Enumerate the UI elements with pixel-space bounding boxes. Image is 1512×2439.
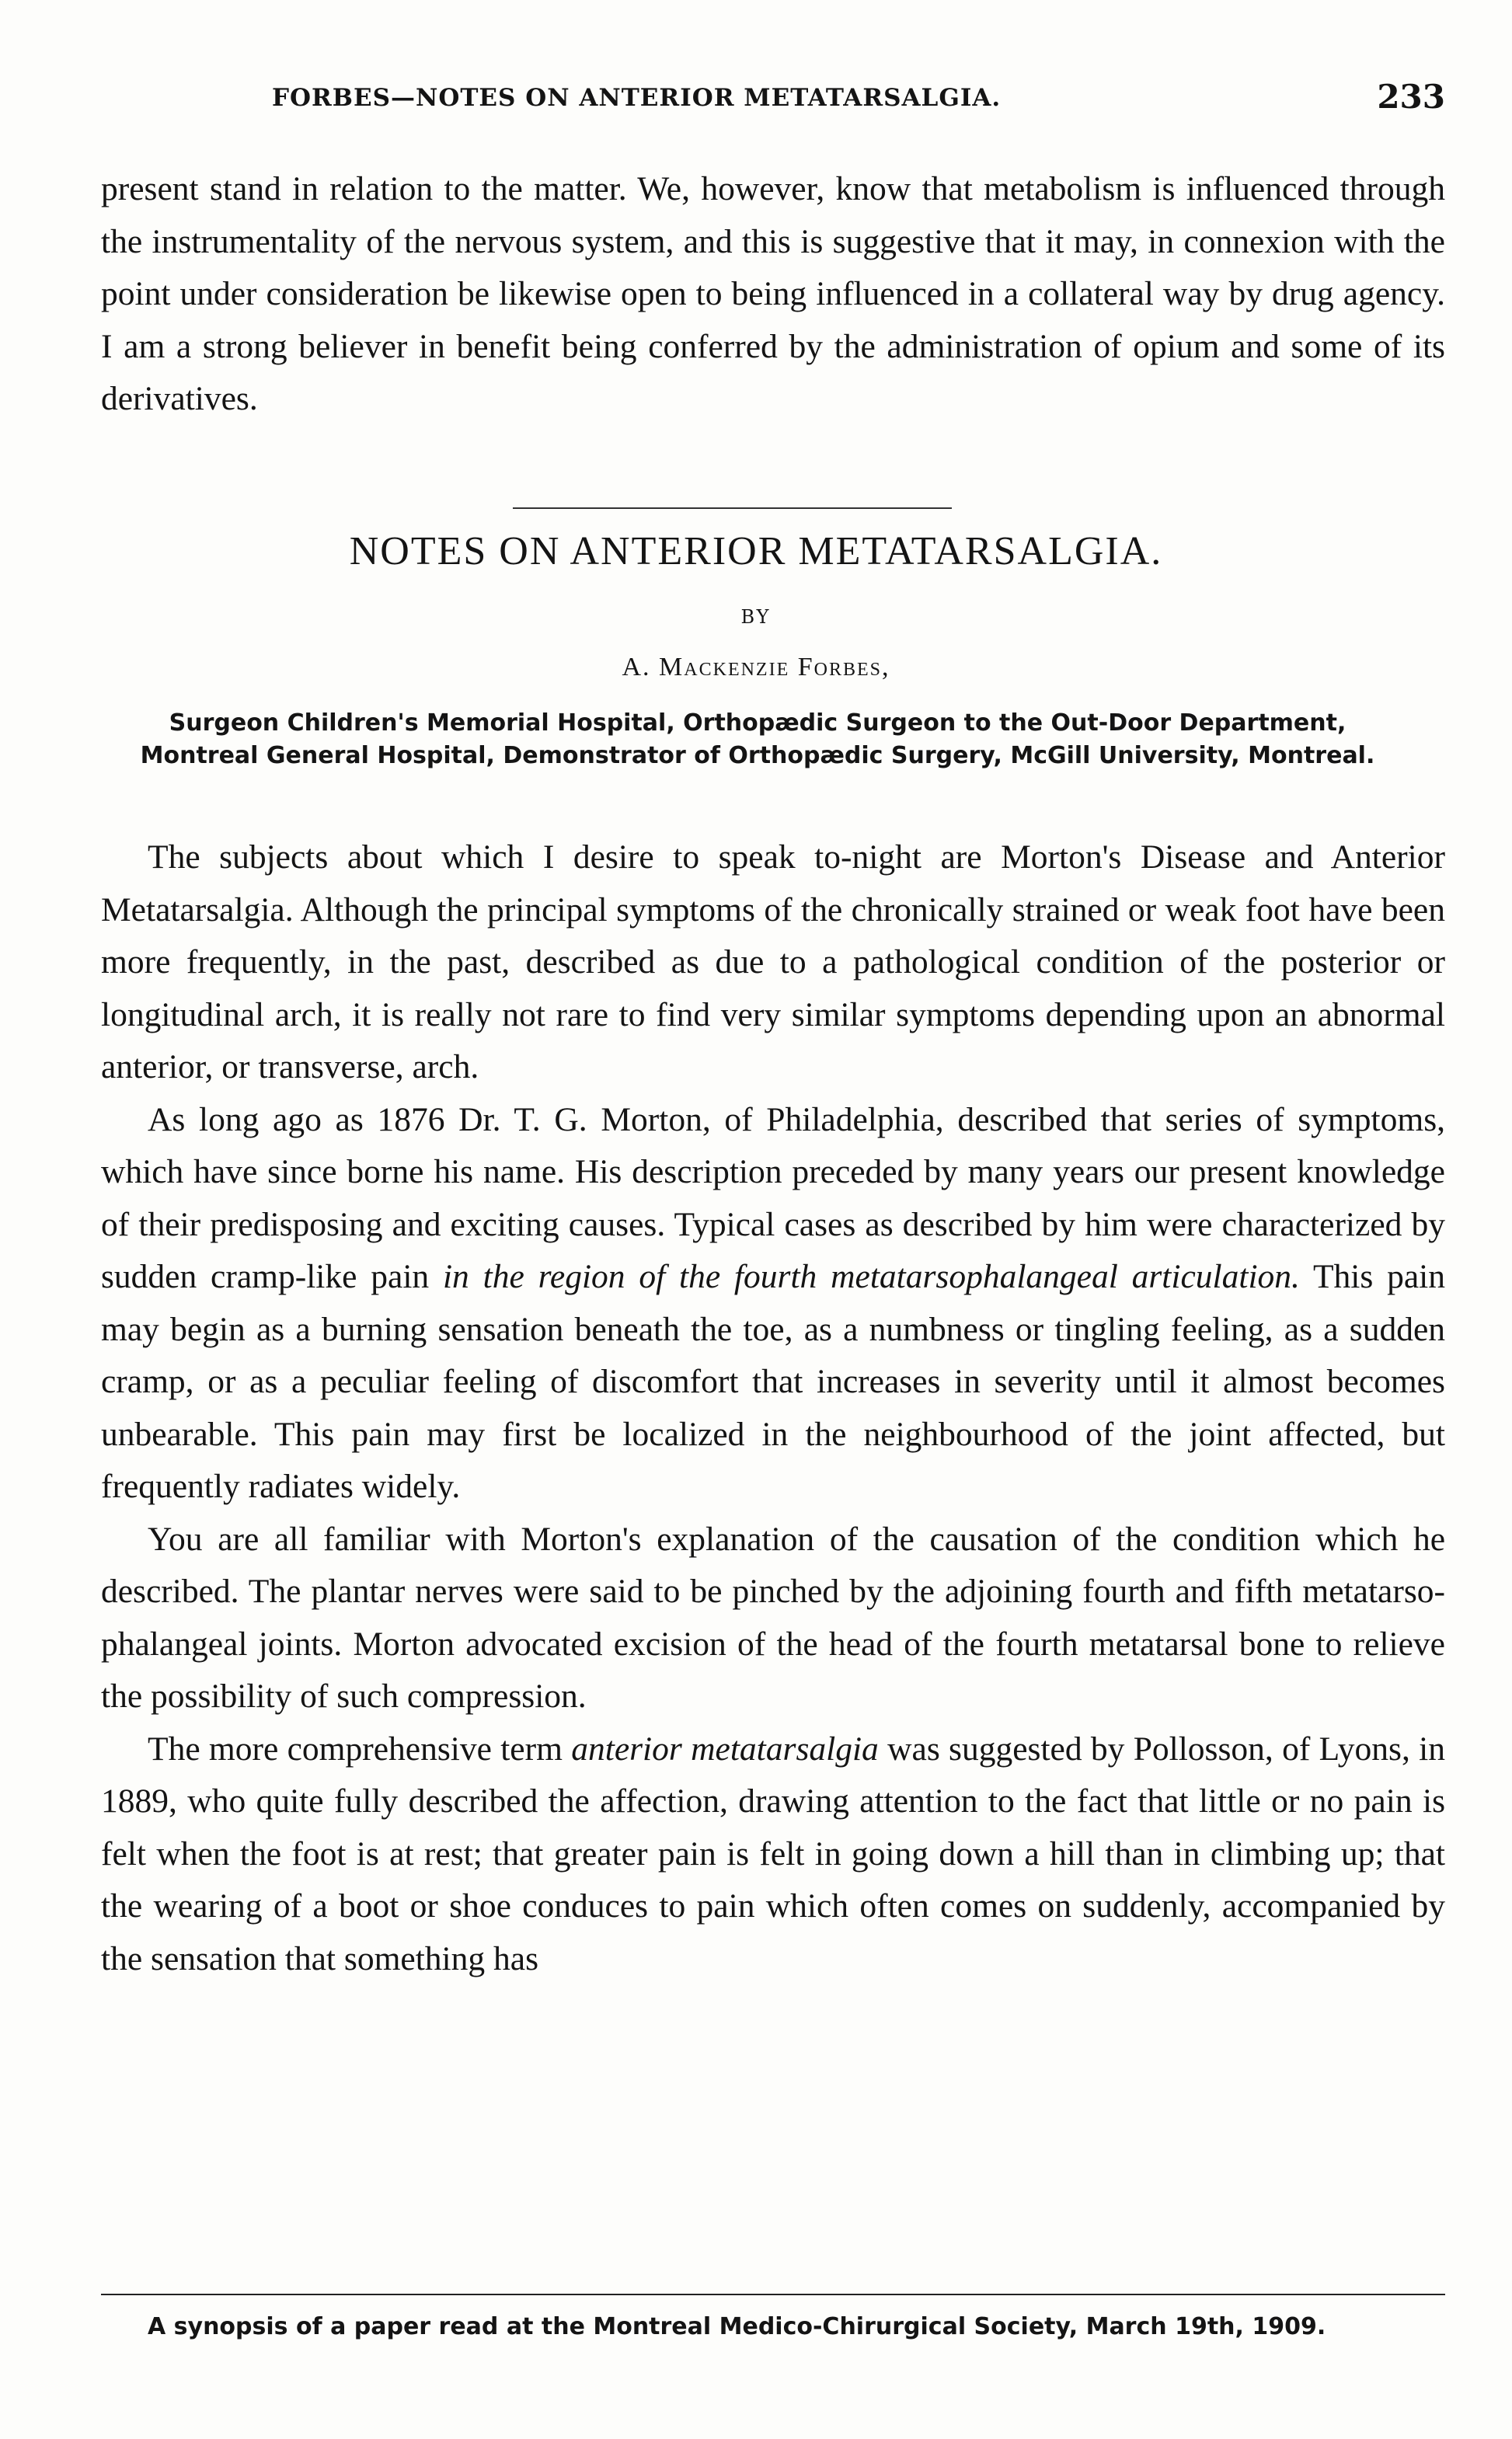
body-paragraph-2-part-a: As long ago as 1876 Dr. T. G. Morton, of Philadelphia, described that series of symptoms, which have since borne his name. His description preceded by many years our present knowledge of their predisposing and exciting causes. Typical cases as described by him were characterized by sudden cramp-like pain (101, 1100, 1445, 1295)
running-head (101, 78, 1445, 131)
article-title: NOTES ON ANTERIOR METATARSALGIA. (349, 529, 1163, 573)
footnote-divider (101, 2294, 1445, 2295)
body-paragraph-4-part-a: The more comprehensive term (148, 1730, 572, 1768)
body-paragraph-2-part-b: This pain may begin as a burning sensation beneath the toe, as a numbness or tingling feeling, as a sudden cramp, or as a peculiar feeling of discomfort that increases in severity until it almost becomes unbearable. This pain may first be localized in the neighbourhood of the joint affected, but frequently radiates widely. (101, 1258, 1445, 1505)
intro-paragraph: present stand in relation to the matter. We, however, know that metabolism is influenced through the instrumentality of the nervous system, and this is suggestive that it may, in connexion with the point under consideration be likewise open to being influenced in a collateral way by drug agency. I am a strong believer in benefit being conferred by the administration of opium and some of its derivatives. (101, 170, 1445, 417)
body-paragraph-4-part-b: was suggested by Pollosson, of Lyons, in 1889, who quite fully described the affection, drawing attention to the fact that little or no pain is felt when the foot is at rest; that greater pain is felt in going down a hill than in climbing up; that the wearing of a boot or shoe conduces to pain which often comes on suddenly, accompanied by the sensation that something has (101, 1730, 1445, 1977)
page-number: 233 (1377, 78, 1445, 116)
author-affiliation: Surgeon Children's Memorial Hospital, Orthopædic Surgeon to the Out-Door Department, Montreal General Hospital, Demonstrator of Orthopædic Surgery, McGill University, Montreal. (140, 709, 1375, 769)
running-head-title: FORBES—NOTES ON ANTERIOR METATARSALGIA. (272, 84, 1002, 112)
article-author: A. Mackenzie Forbes, (622, 653, 890, 681)
body-paragraph-2 (101, 1094, 1445, 1514)
byline-by: BY (740, 606, 772, 628)
article-body (101, 831, 1445, 1985)
body-paragraph-4-italic: anterior metatarsalgia (571, 1730, 879, 1768)
body-paragraph-1: The subjects about which I desire to speak to-night are Morton's Disease and Anterior Metatarsalgia. Although the principal symptoms of the chronically strained or weak foot have been more frequently, in the past, described as due to a pathological condition of the posterior or longitudinal arch, it is really not rare to find very similar symptoms depending upon an abnormal anterior, or transverse, arch. (101, 838, 1445, 1085)
body-paragraph-2-italic: in the region of the fourth metatarsophalangeal articulation. (442, 1258, 1300, 1295)
body-paragraph-3: You are all familiar with Morton's explanation of the causation of the condition which he described. The plantar nerves were said to be pinched by the adjoining fourth and fifth metatarso-phalangeal joints. Morton advocated excision of the head of the fourth metatarsal bone to relieve the possibility of such compression. (101, 1520, 1445, 1715)
footnote: A synopsis of a paper read at the Montreal Medico-Chirurgical Society, March 19th, 1909. (148, 2313, 1326, 2340)
body-paragraph-4 (101, 1723, 1445, 1986)
intro-text-block (101, 163, 1445, 426)
section-divider (513, 507, 952, 509)
